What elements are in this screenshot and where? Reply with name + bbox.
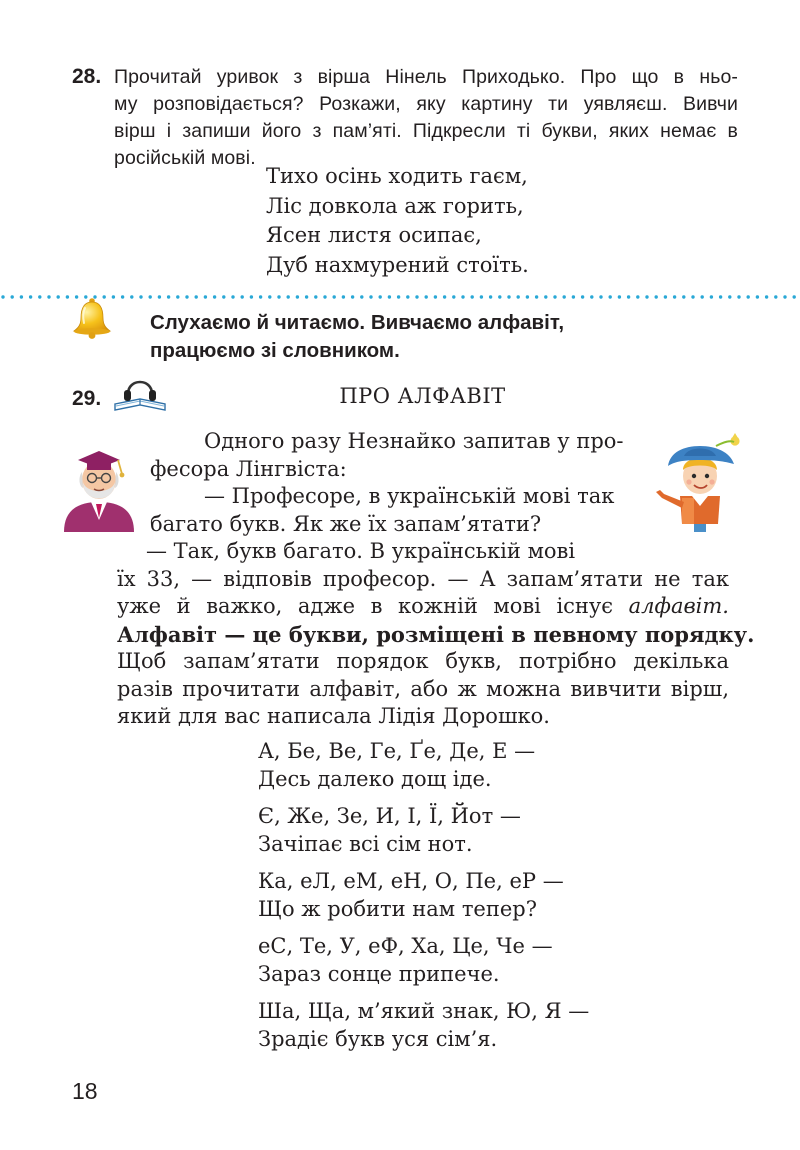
story-line: який для вас написала Лідія Дорошко. bbox=[117, 704, 550, 728]
poem-stanza bbox=[258, 868, 589, 923]
story-line: їх 33, — відповів професор. — А запам’ятати не так bbox=[117, 566, 729, 591]
poem-line: Що ж робити нам тепер? bbox=[258, 896, 537, 921]
headphones-book-icon bbox=[112, 370, 168, 416]
poem-line: еС, Те, У, еФ, Ха, Це, Че — bbox=[258, 934, 553, 958]
alphabet-poem bbox=[258, 738, 589, 1063]
poem-line: Десь далеко дощ іде. bbox=[258, 766, 492, 791]
dotted-divider bbox=[0, 294, 800, 300]
poem-stanza bbox=[258, 738, 589, 793]
poem-stanza bbox=[258, 803, 589, 858]
exercise-number: 29. bbox=[72, 387, 102, 410]
poem-line: Дуб нахмурений стоїть. bbox=[266, 252, 529, 277]
poem-line: Ліс довкола аж горить, bbox=[266, 193, 524, 218]
boy-illustration bbox=[654, 432, 748, 532]
poem-stanza bbox=[258, 998, 589, 1053]
autumn-poem bbox=[266, 162, 529, 280]
instruction-line: російській мові. bbox=[114, 147, 256, 169]
story-line: Щоб запам’ятати порядок букв, потрібно декілька bbox=[117, 649, 729, 673]
poem-line: Є, Же, Зе, И, І, Ї, Йот — bbox=[258, 804, 521, 828]
poem-line: А, Бе, Ве, Ге, Ґе, Де, Е — bbox=[258, 739, 536, 763]
instruction-line: вірш і запиши його з пам’яті. Підкресли ті букви, яких немає в bbox=[114, 120, 738, 142]
poem-line: Ясен листя осипає, bbox=[266, 223, 482, 247]
poem-line: Ша, Ща, м’який знак, Ю, Я — bbox=[258, 999, 590, 1023]
italic-term: алфавіт. bbox=[628, 594, 729, 618]
story-line: — Так, букв багато. В українській мові bbox=[146, 539, 576, 563]
poem-stanza bbox=[258, 933, 589, 988]
story-paragraph bbox=[117, 566, 755, 731]
section-heading: Слухаємо й читаємо. Вивчаємо алфавіт, працюємо зі словником. bbox=[150, 311, 565, 362]
exercise-instruction bbox=[114, 64, 738, 172]
bell-icon bbox=[70, 296, 114, 340]
instruction-line: му розповідається? Розкажи, яку картину ти уявляєш. Вивчи bbox=[114, 93, 738, 115]
poem-line: Зачіпає всі сім нот. bbox=[258, 831, 473, 856]
poem-line: Зараз сонце припече. bbox=[258, 961, 500, 986]
professor-illustration bbox=[58, 442, 140, 532]
story-line: Одного разу Незнайко запитав у про- bbox=[204, 429, 624, 453]
text-title: ПРО АЛФАВІТ bbox=[339, 384, 506, 408]
story-line: разів прочитати алфавіт, або ж можна вивчити вірш, bbox=[117, 676, 729, 701]
poem-line: Тихо осінь ходить гаєм, bbox=[266, 164, 528, 188]
poem-line: Зрадіє букв уся сім’я. bbox=[258, 1026, 498, 1051]
story-line: фесора Лінгвіста: bbox=[150, 456, 347, 481]
poem-line: Ка, еЛ, еМ, еН, О, Пе, еР — bbox=[258, 869, 564, 893]
story-line: багато букв. Як же їх запам’ятати? bbox=[150, 511, 542, 536]
exercise-number: 28. bbox=[72, 65, 102, 88]
story-line: уже й важко, адже в кожній мові існує алфавіт. bbox=[117, 594, 729, 618]
alphabet-definition: Алфавіт — це букви, розміщені в певному порядку. bbox=[117, 621, 755, 647]
story-line: — Професоре, в українській мові так bbox=[204, 484, 615, 508]
page-number: 18 bbox=[72, 1078, 98, 1104]
instruction-line: Прочитай уривок з вірша Нінель Приходько. Про що в ньо- bbox=[114, 66, 738, 88]
